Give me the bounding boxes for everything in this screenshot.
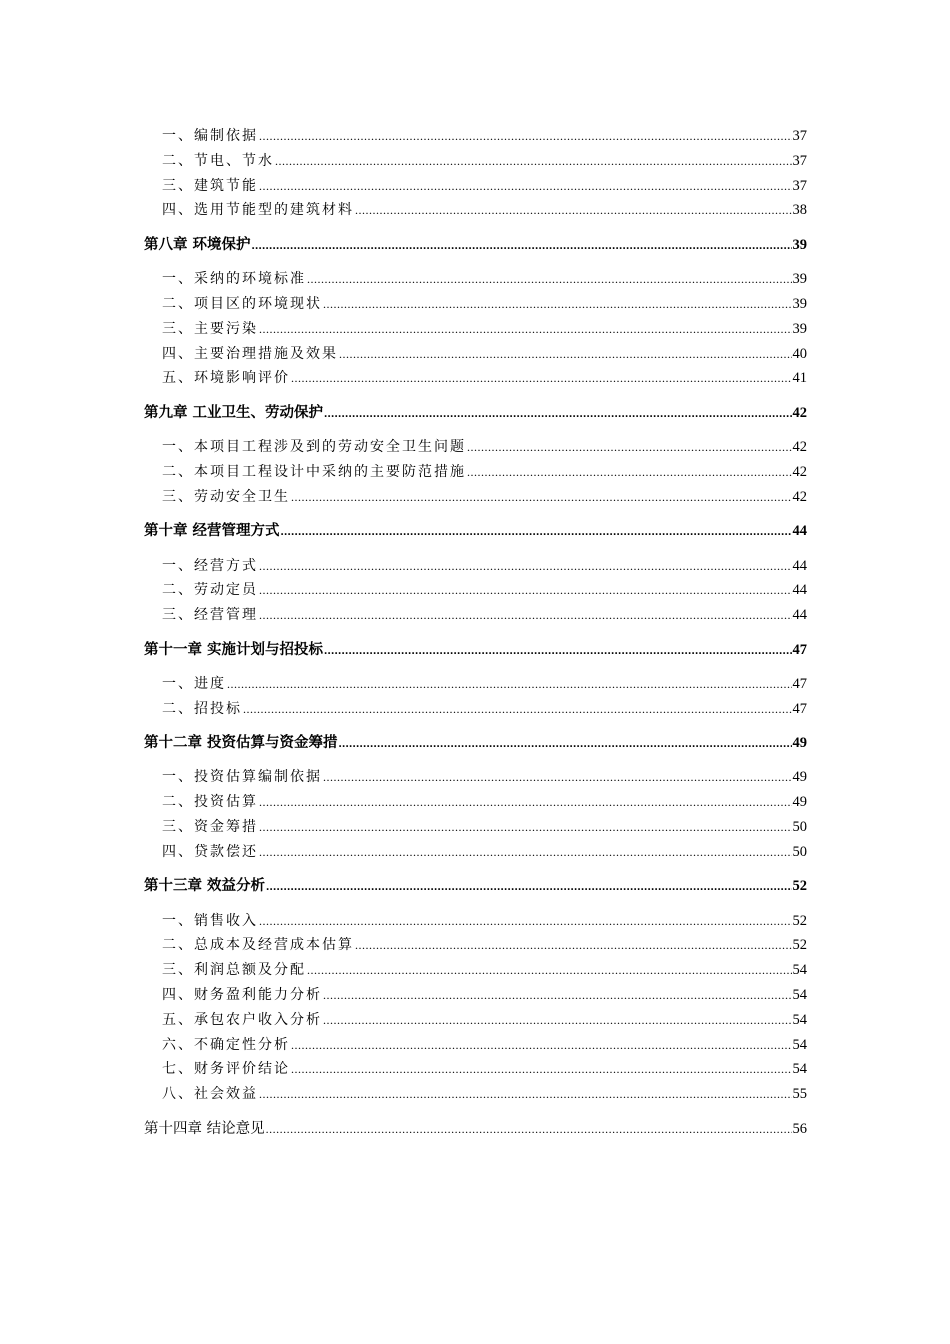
toc-chapter-entry[interactable] (144, 401, 807, 426)
toc-entry-title: 二、本项目工程设计中采纳的主要防范措施 (162, 463, 466, 480)
toc-page-number: 42 (792, 439, 807, 456)
toc-entry-title: 五、承包农户收入分析 (162, 1011, 322, 1028)
toc-entry-title: 第十章 经营管理方式 (144, 522, 280, 540)
toc-entry-title: 一、本项目工程涉及到的劳动安全卫生问题 (162, 439, 466, 456)
toc-entry-title: 三、建筑节能 (162, 177, 258, 194)
toc-leader-dots (259, 1082, 792, 1107)
toc-entry[interactable] (144, 554, 807, 579)
toc-page-number: 49 (792, 735, 807, 752)
toc-page-number: 42 (792, 404, 807, 421)
toc-page-number: 37 (792, 128, 807, 144)
toc-entry-title: 第十三章 效益分析 (144, 877, 266, 895)
toc-entry[interactable] (144, 578, 807, 603)
toc-leader-dots (339, 731, 792, 756)
toc-leader-dots (291, 366, 792, 391)
toc-entry-title: 二、劳动定员 (162, 582, 258, 599)
toc-entry-title: 二、总成本及经营成本估算 (162, 937, 354, 954)
toc-page-number: 39 (792, 320, 807, 337)
toc-entry[interactable] (144, 697, 807, 722)
toc-chapter-entry[interactable] (144, 874, 807, 899)
toc-page-number: 54 (792, 962, 807, 979)
toc-page-number: 55 (792, 1086, 807, 1103)
toc-entry-title: 一、销售收入 (162, 912, 258, 929)
toc-entry-title: 一、进度 (162, 675, 226, 692)
toc-entry[interactable] (144, 267, 807, 292)
toc-page-number: 50 (792, 819, 807, 836)
toc-entry[interactable] (144, 983, 807, 1008)
toc-page-number: 37 (792, 177, 807, 194)
toc-entry-title: 六、不确定性分析 (162, 1036, 290, 1053)
toc-page-number: 41 (792, 370, 807, 387)
toc-leader-dots (259, 124, 792, 149)
toc-leader-dots (266, 1117, 792, 1142)
toc-entry-title: 第八章 环境保护 (144, 235, 251, 253)
toc-leader-dots (227, 672, 792, 697)
toc-entry[interactable] (144, 366, 807, 391)
toc-page-number: 42 (792, 488, 807, 505)
toc-entry-title: 七、财务评价结论 (162, 1061, 290, 1078)
toc-leader-dots (291, 1057, 792, 1082)
toc-entry[interactable] (144, 909, 807, 934)
toc-page-number: 52 (792, 912, 807, 929)
toc-leader-dots (266, 874, 791, 899)
toc-entry[interactable] (144, 1082, 807, 1107)
toc-entry-title: 第十二章 投资估算与资金筹措 (144, 734, 338, 752)
toc-entry[interactable] (144, 815, 807, 840)
toc-page-number: 54 (792, 1036, 807, 1053)
toc-page-number: 42 (792, 463, 807, 480)
toc-page-number: 39 (792, 236, 807, 253)
toc-leader-dots (259, 578, 792, 603)
toc-leader-dots (291, 485, 792, 510)
toc-leader-dots (323, 765, 792, 790)
toc-entry[interactable] (144, 933, 807, 958)
toc-entry-title: 一、采纳的环境标准 (162, 271, 306, 288)
toc-leader-dots (252, 233, 792, 258)
toc-page-number: 54 (792, 987, 807, 1004)
toc-entry[interactable] (144, 1057, 807, 1082)
toc-leader-dots (467, 460, 792, 485)
toc-entry-title: 五、环境影响评价 (162, 370, 290, 387)
toc-entry-title: 八、社会效益 (162, 1086, 258, 1103)
toc-leader-dots (355, 933, 792, 958)
toc-page-number: 44 (792, 607, 807, 624)
toc-entry[interactable] (144, 149, 807, 174)
toc-entry[interactable] (144, 317, 807, 342)
toc-leader-dots (259, 174, 792, 199)
toc-entry-title: 一、投资估算编制依据 (162, 769, 322, 786)
toc-chapter-entry[interactable] (144, 731, 807, 756)
toc-entry-title: 第十一章 实施计划与招投标 (144, 640, 324, 658)
toc-entry-title: 四、贷款偿还 (162, 843, 258, 860)
toc-entry-title: 四、选用节能型的建筑材料 (162, 202, 354, 219)
toc-entry[interactable] (144, 672, 807, 697)
table-of-contents (144, 124, 807, 1151)
toc-page-number: 40 (792, 345, 807, 362)
toc-leader-dots (259, 603, 792, 628)
toc-entry[interactable] (144, 603, 807, 628)
toc-entry[interactable] (144, 1033, 807, 1058)
toc-leader-dots (307, 267, 792, 292)
toc-page-number: 52 (792, 937, 807, 954)
toc-leader-dots (324, 401, 791, 426)
toc-page-number: 50 (792, 843, 807, 860)
toc-entry[interactable] (144, 765, 807, 790)
toc-page-number: 44 (792, 523, 807, 540)
toc-leader-dots (259, 840, 792, 865)
toc-page-number: 54 (792, 1061, 807, 1078)
toc-entry[interactable] (144, 790, 807, 815)
toc-entry[interactable] (144, 958, 807, 983)
toc-leader-dots (275, 149, 792, 174)
toc-entry-title: 三、利润总额及分配 (162, 962, 306, 979)
toc-leader-dots (259, 815, 792, 840)
toc-entry-title: 四、财务盈利能力分析 (162, 987, 322, 1004)
toc-page-number: 39 (792, 271, 807, 288)
toc-entry[interactable] (144, 124, 807, 149)
toc-leader-dots (259, 909, 792, 934)
toc-chapter-entry[interactable] (144, 233, 807, 258)
toc-leader-dots (355, 198, 792, 223)
toc-chapter-entry[interactable] (144, 1117, 807, 1142)
toc-leader-dots (243, 697, 792, 722)
toc-entry-title: 二、节电、节水 (162, 152, 274, 169)
toc-leader-dots (323, 1008, 792, 1033)
toc-leader-dots (467, 435, 792, 460)
toc-leader-dots (259, 554, 792, 579)
toc-entry-title: 第十四章 结论意见 (144, 1120, 265, 1137)
toc-entry-title: 第九章 工业卫生、劳动保护 (144, 403, 324, 421)
toc-entry[interactable] (144, 840, 807, 865)
toc-entry-title: 四、主要治理措施及效果 (162, 345, 338, 362)
toc-page-number: 44 (792, 557, 807, 574)
toc-leader-dots (259, 790, 792, 815)
toc-entry-title: 三、经营管理 (162, 607, 258, 624)
toc-leader-dots (323, 983, 792, 1008)
toc-chapter-entry[interactable] (144, 638, 807, 663)
toc-entry[interactable] (144, 1008, 807, 1033)
toc-page-number: 47 (792, 641, 807, 658)
toc-page-number: 39 (792, 295, 807, 312)
toc-page-number: 49 (792, 794, 807, 811)
toc-page-number: 52 (792, 878, 807, 895)
toc-entry-title: 一、编制依据 (162, 128, 258, 144)
toc-page-number: 47 (792, 700, 807, 717)
toc-entry-title: 二、项目区的环境现状 (162, 295, 322, 312)
toc-leader-dots (291, 1033, 792, 1058)
toc-entry[interactable] (144, 435, 807, 460)
toc-entry[interactable] (144, 292, 807, 317)
toc-entry[interactable] (144, 198, 807, 223)
toc-leader-dots (323, 292, 792, 317)
toc-page-number: 54 (792, 1011, 807, 1028)
toc-chapter-entry[interactable] (144, 519, 807, 544)
toc-leader-dots (324, 638, 791, 663)
toc-leader-dots (281, 519, 792, 544)
toc-entry[interactable] (144, 460, 807, 485)
toc-page-number: 37 (792, 152, 807, 169)
toc-entry[interactable] (144, 342, 807, 367)
toc-page-number: 49 (792, 769, 807, 786)
toc-leader-dots (307, 958, 792, 983)
toc-entry[interactable] (144, 174, 807, 199)
toc-page-number: 47 (792, 675, 807, 692)
toc-entry-title: 一、经营方式 (162, 557, 258, 574)
toc-entry-title: 二、投资估算 (162, 794, 258, 811)
toc-entry-title: 三、主要污染 (162, 320, 258, 337)
toc-entry[interactable] (144, 485, 807, 510)
toc-leader-dots (259, 317, 792, 342)
toc-page-number: 44 (792, 582, 807, 599)
toc-entry-title: 三、劳动安全卫生 (162, 488, 290, 505)
toc-page-number: 56 (792, 1120, 807, 1137)
toc-entry-title: 二、招投标 (162, 700, 242, 717)
toc-page-number: 38 (792, 202, 807, 219)
toc-entry-title: 三、资金筹措 (162, 819, 258, 836)
toc-leader-dots (339, 342, 792, 367)
